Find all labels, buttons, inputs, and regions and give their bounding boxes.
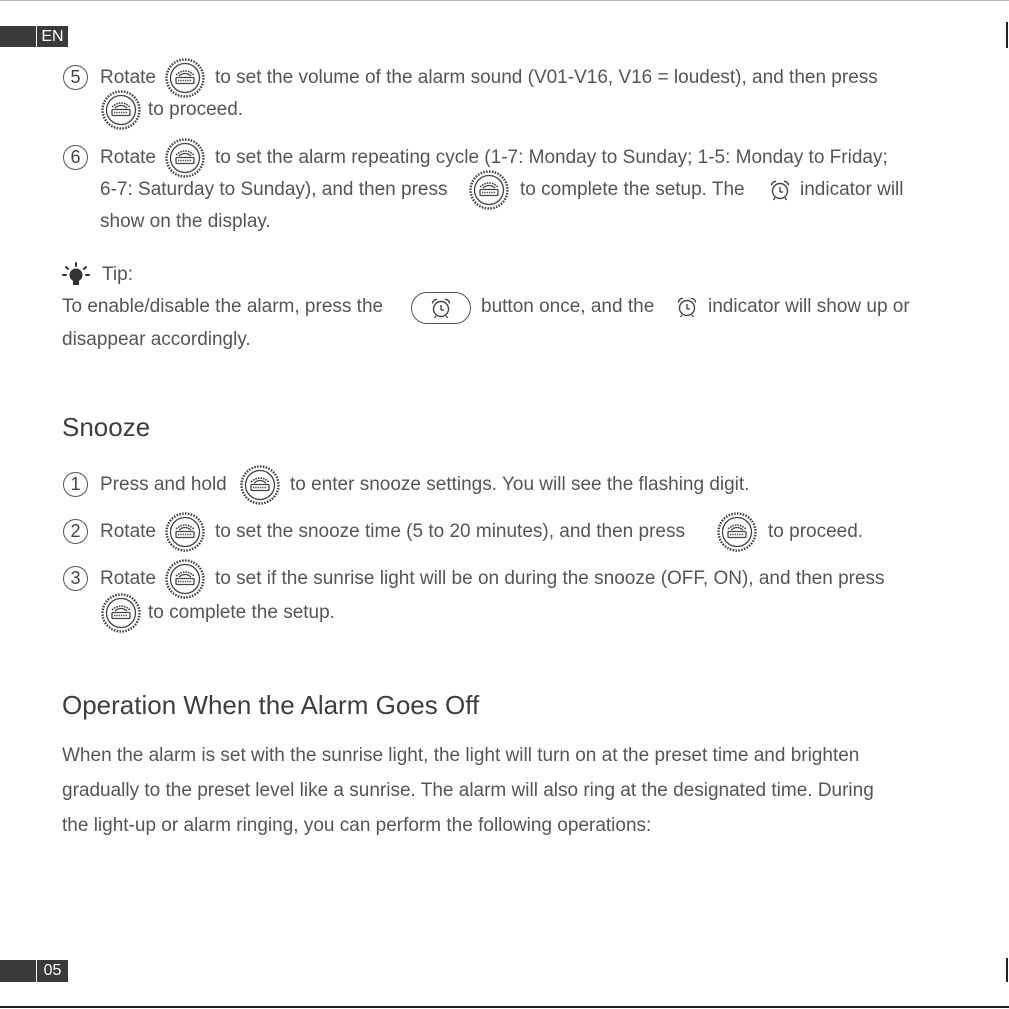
step-5-text-a: Rotate (100, 67, 156, 88)
alarm-clock-icon (769, 179, 791, 201)
rotary-knob-icon (165, 138, 205, 178)
right-edge-mark-top (1006, 22, 1008, 48)
rotary-knob-icon (165, 559, 205, 599)
rotary-knob-icon (469, 170, 509, 210)
tip-text-a: To enable/disable the alarm, press the (62, 296, 384, 317)
language-tab-bar (0, 26, 36, 47)
alarm-button-icon (411, 292, 471, 324)
step-5-text-c: to proceed. (148, 99, 244, 120)
rotary-knob-icon (101, 593, 141, 633)
top-border (0, 0, 1009, 1)
alarm-clock-icon (676, 296, 698, 318)
step-5-text-b: to set the volume of the alarm sound (V01-V16, V16 = loudest), and then press (215, 67, 878, 88)
snooze-step-2-text-a: Rotate (100, 521, 156, 542)
rotary-knob-icon (165, 512, 205, 552)
tip-text-d: disappear accordingly. (62, 329, 251, 350)
step-number-5: 5 (63, 65, 88, 90)
snooze-step-2-text-c: to proceed. (768, 521, 864, 542)
alarm-clock-icon (430, 297, 452, 319)
operation-heading: Operation When the Alarm Goes Off (62, 690, 480, 720)
step-6-text-c: 6-7: Saturday to Sunday), and then press (100, 179, 448, 200)
tip-text-b: button once, and the (481, 296, 655, 317)
snooze-step-2-text-b: to set the snooze time (5 to 20 minutes), and then press (215, 521, 685, 542)
step-6-text-b: to set the alarm repeating cycle (1-7: Monday to Sunday; 1-5: Monday to Friday; (215, 147, 888, 168)
snooze-step-3-text-b: to set if the sunrise light will be on during the snooze (OFF, ON), and then press (215, 568, 885, 589)
lightbulb-icon (62, 262, 90, 288)
snooze-heading: Snooze (62, 412, 151, 442)
step-6-text-f: show on the display. (100, 211, 271, 232)
operation-paragraph-line-3: the light-up or alarm ringing, you can perform the following operations: (62, 815, 652, 836)
tip-label: Tip: (102, 264, 133, 285)
right-edge-mark-bottom (1006, 958, 1008, 982)
operation-paragraph-line-2: gradually to the preset level like a sunrise. The alarm will also ring at the designated time. During (62, 780, 874, 801)
page-number: 05 (37, 960, 68, 982)
snooze-step-3-text-c: to complete the setup. (148, 602, 335, 623)
snooze-step-1-text-a: Press and hold (100, 474, 227, 495)
tip-text-c: indicator will show up or (708, 296, 910, 317)
page-number-bar (0, 960, 36, 982)
snooze-step-3-text-a: Rotate (100, 568, 156, 589)
bottom-border (0, 1006, 1009, 1008)
rotary-knob-icon (717, 512, 757, 552)
snooze-step-number-3: 3 (63, 566, 88, 591)
step-6-text-d: to complete the setup. The (520, 179, 745, 200)
rotary-knob-icon (101, 90, 141, 130)
snooze-step-number-1: 1 (63, 472, 88, 497)
language-label: EN (37, 26, 68, 47)
snooze-step-1-text-b: to enter snooze settings. You will see the flashing digit. (290, 474, 750, 495)
operation-paragraph-line-1: When the alarm is set with the sunrise light, the light will turn on at the preset time and brighten (62, 745, 860, 766)
rotary-knob-icon (165, 58, 205, 98)
step-number-6: 6 (63, 145, 88, 170)
snooze-step-number-2: 2 (63, 519, 88, 544)
step-6-text-e: indicator will (800, 179, 904, 200)
rotary-knob-icon (240, 465, 280, 505)
step-6-text-a: Rotate (100, 147, 156, 168)
